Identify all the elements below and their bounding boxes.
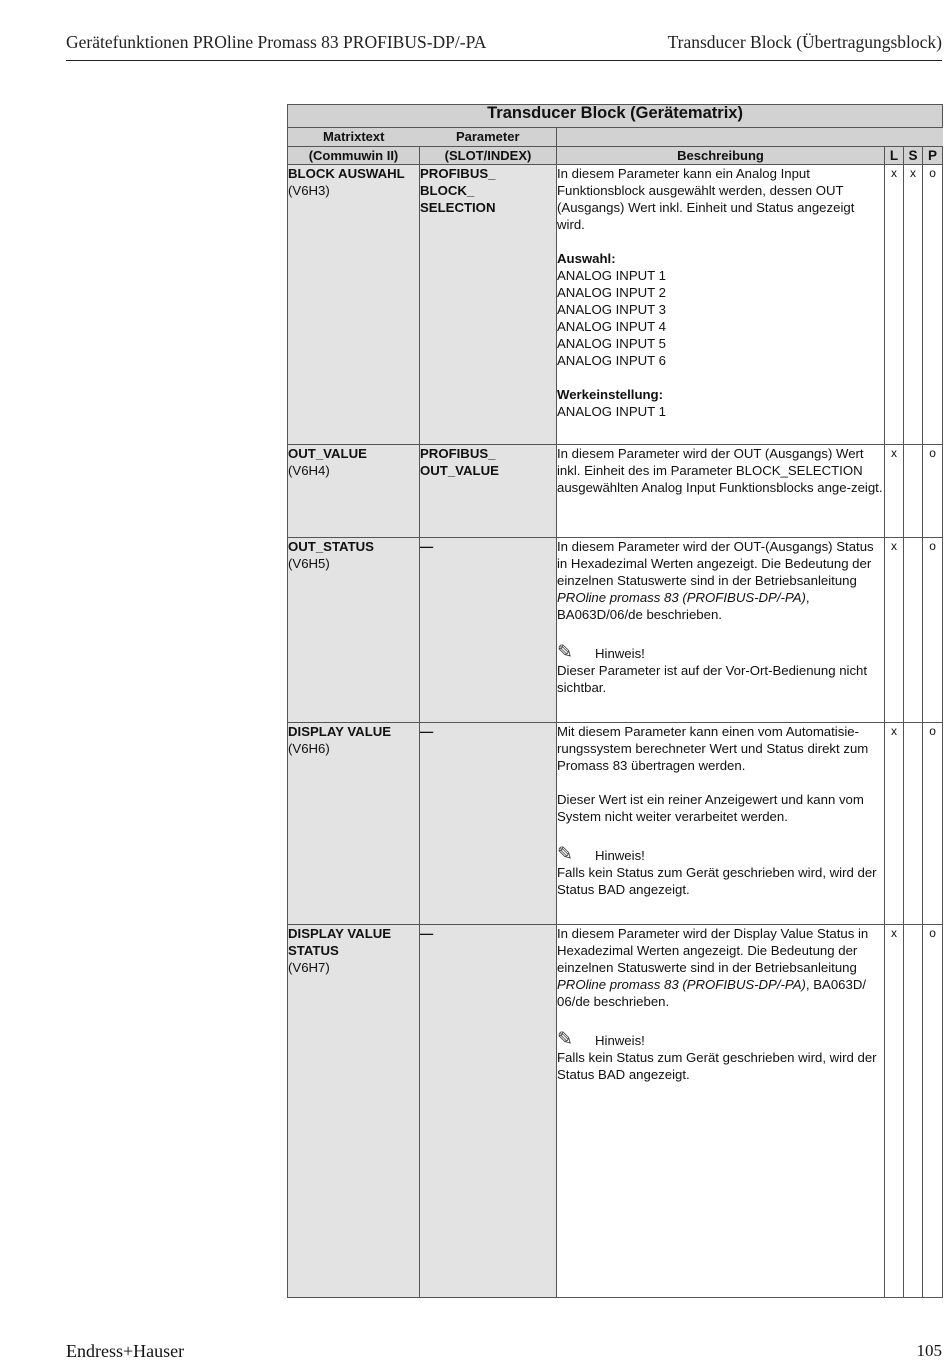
description-text: In diesem Parameter kann ein Analog Input Funktionsblock ausgewählt werden, dessen OUT (Ausgangs) Wert inkl. Einheit und Status angezeigt wird. — [557, 166, 855, 232]
flag-p: o — [923, 925, 943, 1298]
flag-s — [904, 723, 923, 925]
matrixtext-cell — [288, 165, 420, 445]
header-left-title: Gerätefunktionen PROline Promass 83 PROFIBUS-DP/-PA — [66, 32, 487, 52]
description-cell — [557, 165, 885, 445]
hint-block — [557, 640, 884, 696]
table-row — [288, 538, 943, 723]
hint-label: Hinweis! — [595, 1033, 645, 1048]
pencil-icon: ✎ — [557, 642, 573, 663]
parameter-cell — [420, 538, 557, 723]
header-rule — [66, 60, 942, 61]
parameter-line: — — [420, 724, 434, 739]
flag-s — [904, 925, 923, 1298]
flag-s — [904, 538, 923, 723]
choice-item: ANALOG INPUT 3 — [557, 302, 666, 317]
table-title: Transducer Block (Gerätematrix) — [288, 105, 943, 128]
hint-text: Dieser Parameter ist auf der Vor-Ort-Bedienung nicht sichtbar. — [557, 663, 868, 695]
matrixtext-cell — [288, 723, 420, 925]
parameter-line: PROFIBUS_ — [420, 446, 496, 461]
parameter-line: SELECTION — [420, 200, 496, 215]
description-text: In diesem Parameter wird der OUT-(Ausgangs) Status in Hexadezimal Werten angezeigt. Die Bedeutung der einzelnen Statuswerte sind in der Betriebsanleitung PROline promass 83 (PROFIBUS-DP/-PA), BA063D/06/de beschrieben. — [557, 539, 874, 622]
col-header-beschreibung: Beschreibung — [557, 147, 885, 165]
description-text: Mit diesem Parameter kann einen vom Automatisie-rungssystem berechneter Wert und Status direkt zum Promass 83 übertragen werden. — [557, 724, 869, 773]
flag-l: x — [885, 925, 904, 1298]
col-header-matrixtext: Matrixtext — [288, 128, 420, 147]
parameter-line: BLOCK_ — [420, 183, 475, 198]
col-header-slot-index: (SLOT/INDEX) — [420, 147, 557, 165]
table-row — [288, 445, 943, 538]
matrixtext-name: OUT_VALUE — [288, 446, 367, 461]
matrixtext-cell — [288, 538, 420, 723]
matrixtext-code: (V6H6) — [288, 741, 330, 756]
transducer-block-matrix-table — [287, 104, 943, 1298]
matrixtext-cell — [288, 925, 420, 1298]
flag-s — [904, 445, 923, 538]
description-text: In diesem Parameter wird der OUT (Ausgangs) Wert inkl. Einheit des im Parameter BLOCK_SELECTION ausgewählten Analog Input Funktionsblocks ange-zeigt. — [557, 446, 883, 495]
matrixtext-code: (V6H7) — [288, 960, 330, 975]
parameter-cell — [420, 925, 557, 1298]
parameter-line: OUT_VALUE — [420, 463, 499, 478]
page-number: 105 — [916, 1341, 942, 1360]
flag-l: x — [885, 538, 904, 723]
hint-text: Falls kein Status zum Gerät geschrieben wird, wird der Status BAD angezeigt. — [557, 1050, 877, 1082]
col-header-parameter: Parameter — [420, 128, 557, 147]
parameter-line: — — [420, 539, 434, 554]
choice-item: ANALOG INPUT 1 — [557, 268, 666, 283]
flag-p: o — [923, 165, 943, 445]
col-header-s: S — [904, 147, 923, 165]
description-cell — [557, 445, 885, 538]
description-cell — [557, 538, 885, 723]
flag-l: x — [885, 165, 904, 445]
matrixtext-name: BLOCK AUSWAHL — [288, 166, 405, 181]
flag-l: x — [885, 723, 904, 925]
table-row — [288, 723, 943, 925]
table-row — [288, 165, 943, 445]
default-label: Werkeinstellung: — [557, 387, 664, 402]
description-cell — [557, 925, 885, 1298]
parameter-cell — [420, 165, 557, 445]
parameter-cell — [420, 723, 557, 925]
matrixtext-cell — [288, 445, 420, 538]
flag-p: o — [923, 445, 943, 538]
hint-block — [557, 842, 884, 898]
col-header-l: L — [885, 147, 904, 165]
parameter-cell — [420, 445, 557, 538]
matrixtext-name: OUT_STATUS — [288, 539, 374, 554]
hint-label: Hinweis! — [595, 646, 645, 661]
choice-item: ANALOG INPUT 6 — [557, 353, 666, 368]
default-value: ANALOG INPUT 1 — [557, 404, 666, 419]
pencil-icon: ✎ — [557, 1029, 573, 1050]
col-header-p: P — [923, 147, 943, 165]
hint-label: Hinweis! — [595, 848, 645, 863]
description-cell — [557, 723, 885, 925]
matrixtext-code: (V6H3) — [288, 183, 330, 198]
matrixtext-code: (V6H4) — [288, 463, 330, 478]
header-right-title: Transducer Block (Übertragungsblock) — [667, 32, 942, 52]
footer-brand-logo: Endress+Hauser — [66, 1341, 185, 1361]
description-text: In diesem Parameter wird der Display Value Status in Hexadezimal Werten angezeigt. Die Bedeutung der einzelnen Statuswerte sind in der Betriebsanleitung PROline promass 83 (PROFIBUS-DP/-PA), BA063D/ 06/de beschrieben. — [557, 926, 869, 1009]
matrixtext-name: DISPLAY VALUE STATUS — [288, 926, 392, 958]
flag-s: x — [904, 165, 923, 445]
hint-block — [557, 1027, 884, 1083]
choice-item: ANALOG INPUT 4 — [557, 319, 666, 334]
matrixtext-code: (V6H5) — [288, 556, 330, 571]
header-spacer — [557, 128, 943, 147]
pencil-icon: ✎ — [557, 844, 573, 865]
hint-text: Falls kein Status zum Gerät geschrieben wird, wird der Status BAD angezeigt. — [557, 865, 877, 897]
choice-item: ANALOG INPUT 2 — [557, 285, 666, 300]
parameter-line: PROFIBUS_ — [420, 166, 496, 181]
matrixtext-name: DISPLAY VALUE — [288, 724, 392, 739]
choice-item: ANALOG INPUT 5 — [557, 336, 666, 351]
choice-label: Auswahl: — [557, 251, 616, 266]
description-text-2: Dieser Wert ist ein reiner Anzeigewert und kann vom System nicht weiter verarbeitet werden. — [557, 792, 864, 824]
flag-p: o — [923, 723, 943, 925]
flag-p: o — [923, 538, 943, 723]
flag-l: x — [885, 445, 904, 538]
table-row — [288, 925, 943, 1298]
col-header-commuwin: (Commuwin II) — [288, 147, 420, 165]
parameter-line: — — [420, 926, 434, 941]
